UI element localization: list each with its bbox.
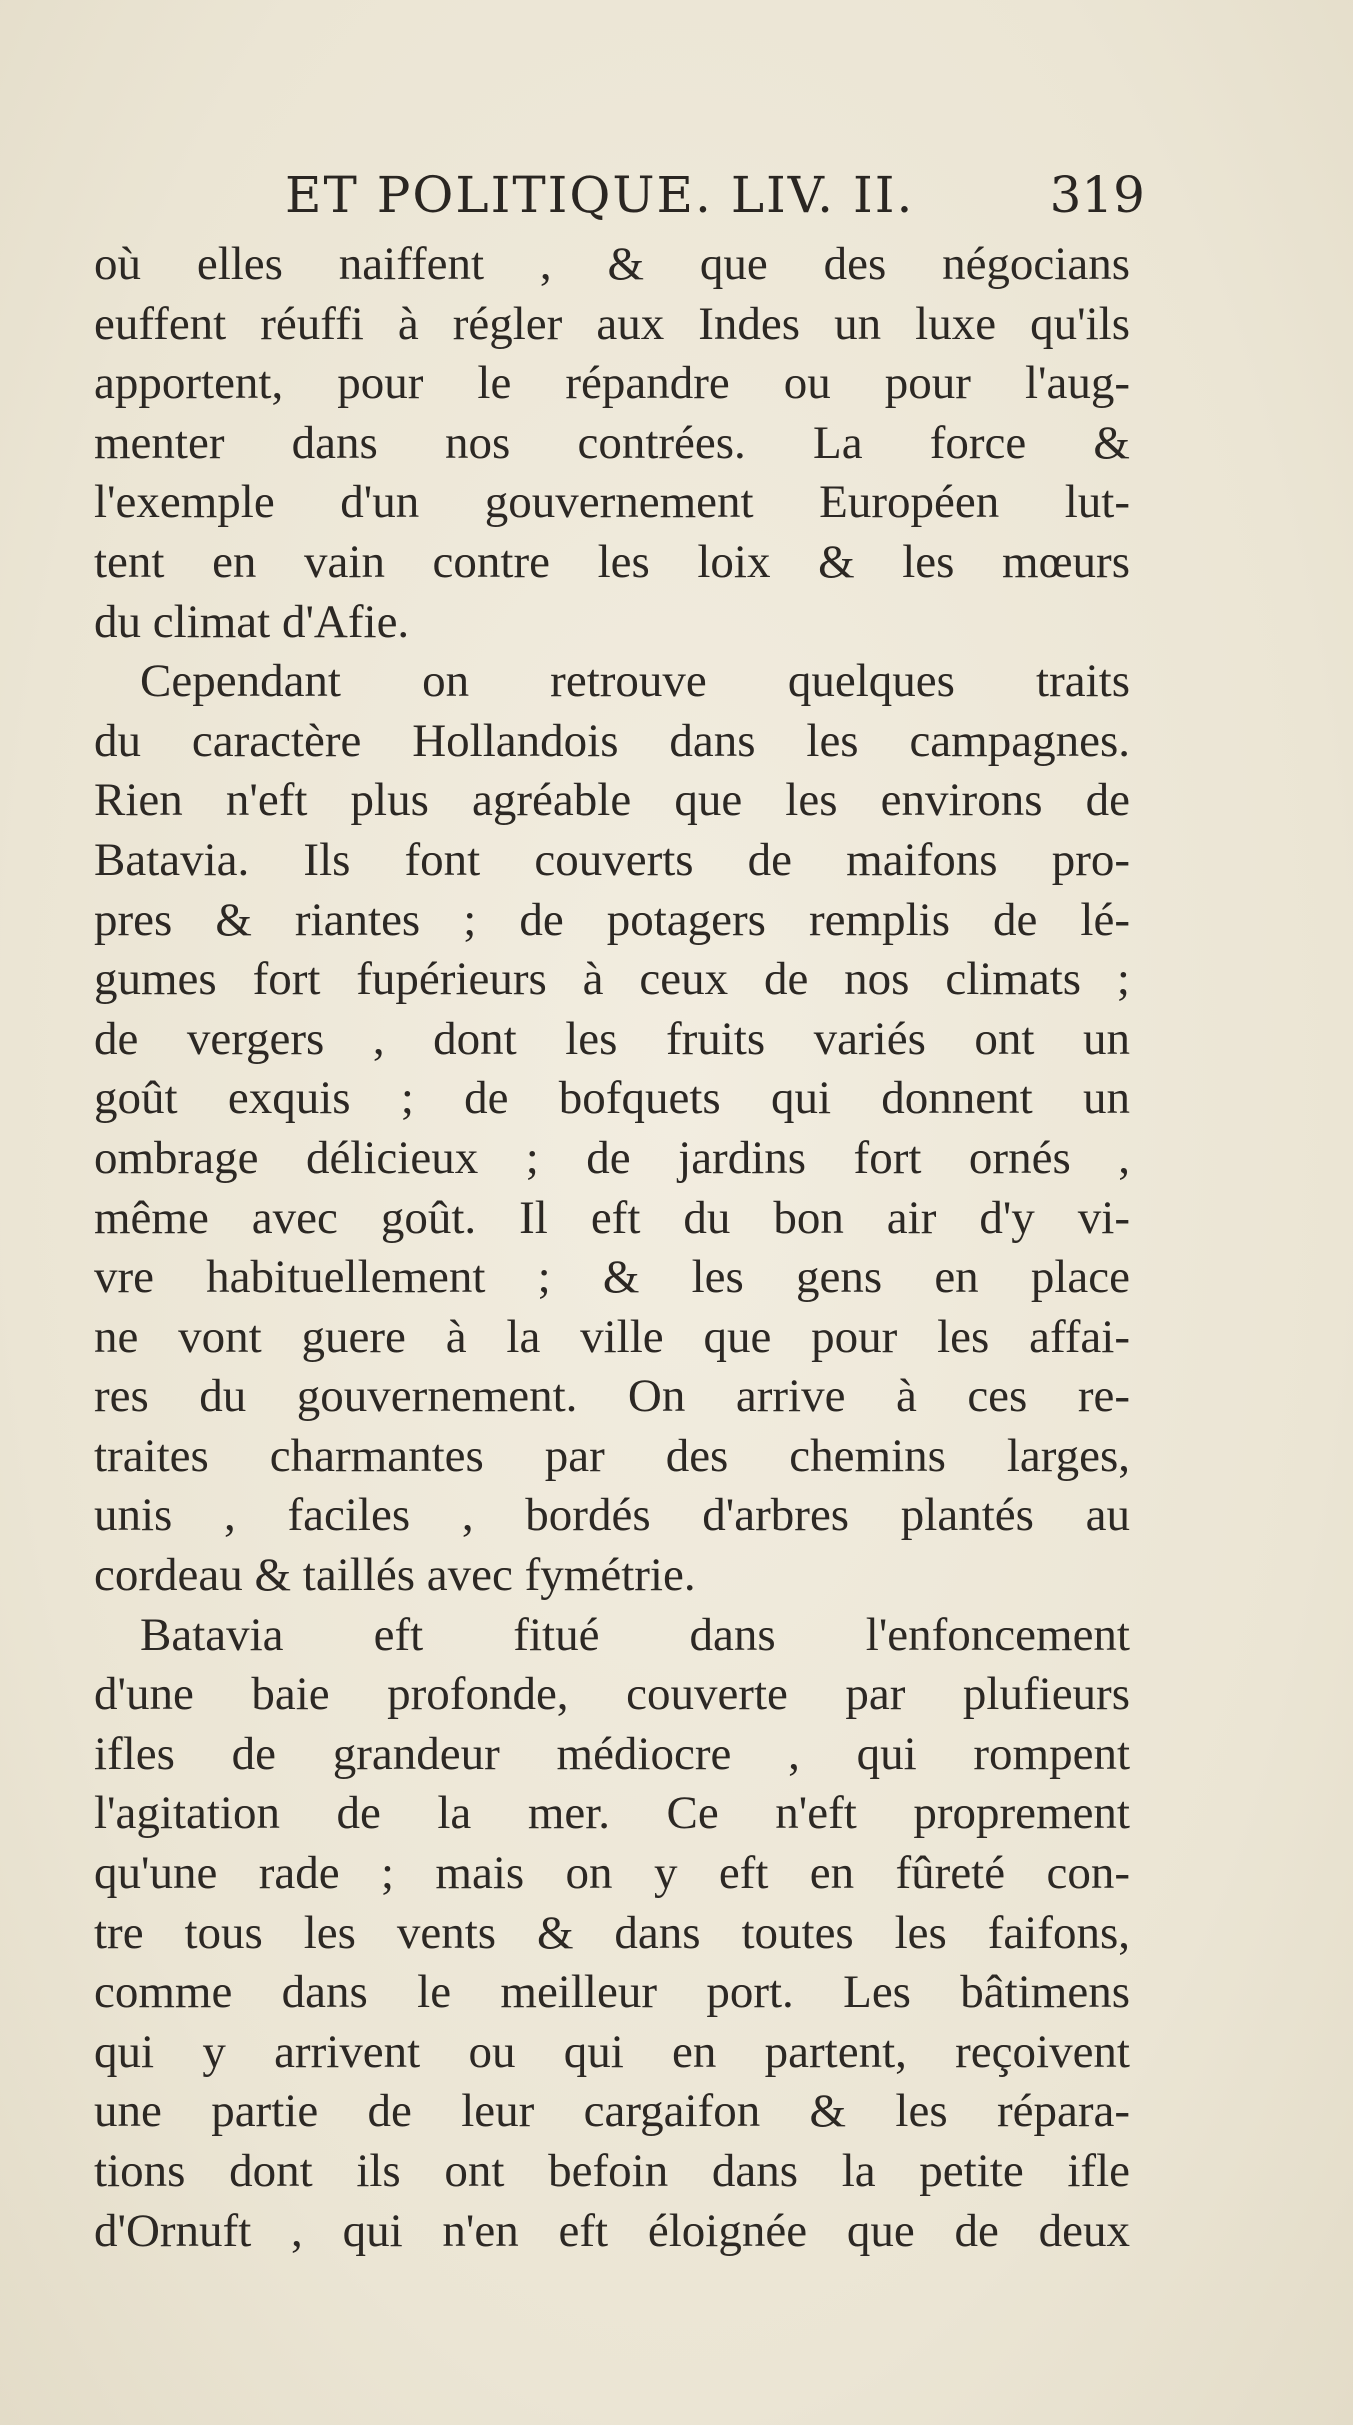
text-line: qu'une rade ; mais on y eft en fûreté con- (94, 1847, 1130, 1900)
text-line: Batavia eft fitué dans l'enfoncement (140, 1608, 1130, 1661)
text-line: goût exquis ; de bofquets qui donnent un (94, 1072, 1130, 1125)
text-line: gumes fort fupérieurs à ceux de nos climats ; (94, 953, 1130, 1006)
text-line: du caractère Hollandois dans les campagnes. (94, 714, 1130, 767)
text-line: pres & riantes ; de potagers remplis de lé- (94, 893, 1130, 946)
text-line: Cependant on retrouve quelques traits (140, 655, 1130, 708)
text-line: ne vont guere à la ville que pour les affai- (94, 1310, 1130, 1363)
text-line: cordeau & taillés avec fymétrie. (94, 1549, 696, 1602)
text-line: menter dans nos contrées. La force & (94, 416, 1130, 469)
text-line: d'une baie profonde, couverte par plufieurs (94, 1668, 1130, 1721)
text-line: du climat d'Afie. (94, 595, 410, 648)
text-line: ombrage délicieux ; de jardins fort ornés , (94, 1131, 1130, 1184)
text-line: tent en vain contre les loix & les mœurs (94, 535, 1130, 588)
text-line: euffent réuffi à régler aux Indes un luxe qu'ils (94, 297, 1130, 350)
text-line: où elles naiffent , & que des négocians (94, 238, 1130, 290)
running-title: ET POLITIQUE. LIV. II. (285, 166, 915, 224)
body-text (94, 235, 1130, 2261)
text-line: comme dans le meilleur port. Les bâtimens (94, 1966, 1130, 2019)
text-line: unis , faciles , bordés d'arbres plantés au (94, 1489, 1130, 1542)
text-line: vre habituellement ; & les gens en place (94, 1251, 1130, 1304)
text-line: l'exemple d'un gouvernement Européen lut- (94, 476, 1130, 529)
text-line: res du gouvernement. On arrive à ces re- (94, 1370, 1130, 1423)
text-line: tions dont ils ont befoin dans la petite ifle (94, 2145, 1130, 2197)
text-line: apportent, pour le répandre ou pour l'aug- (94, 357, 1130, 410)
text-line: tre tous les vents & dans toutes les faifons, (94, 1906, 1130, 1959)
text-line: une partie de leur cargaifon & les répara- (94, 2085, 1130, 2138)
text-line: l'agitation de la mer. Ce n'eft proprement (94, 1787, 1130, 1840)
text-line: d'Ornuft , qui n'en eft éloignée que de deux (94, 2204, 1130, 2257)
page-number: 319 (1049, 166, 1145, 224)
page-header (285, 158, 1145, 238)
text-line: Batavia. Ils font couverts de maifons pro- (94, 833, 1130, 886)
text-line: ifles de grandeur médiocre , qui rompent (94, 1727, 1130, 1780)
text-line: même avec goût. Il eft du bon air d'y vi- (94, 1191, 1130, 1244)
text-line: traites charmantes par des chemins larges, (94, 1429, 1130, 1482)
text-line: de vergers , dont les fruits variés ont un (94, 1012, 1130, 1065)
text-line: qui y arrivent ou qui en partent, reçoivent (94, 2025, 1130, 2078)
text-line: Rien n'eft plus agréable que les environs de (94, 774, 1130, 827)
